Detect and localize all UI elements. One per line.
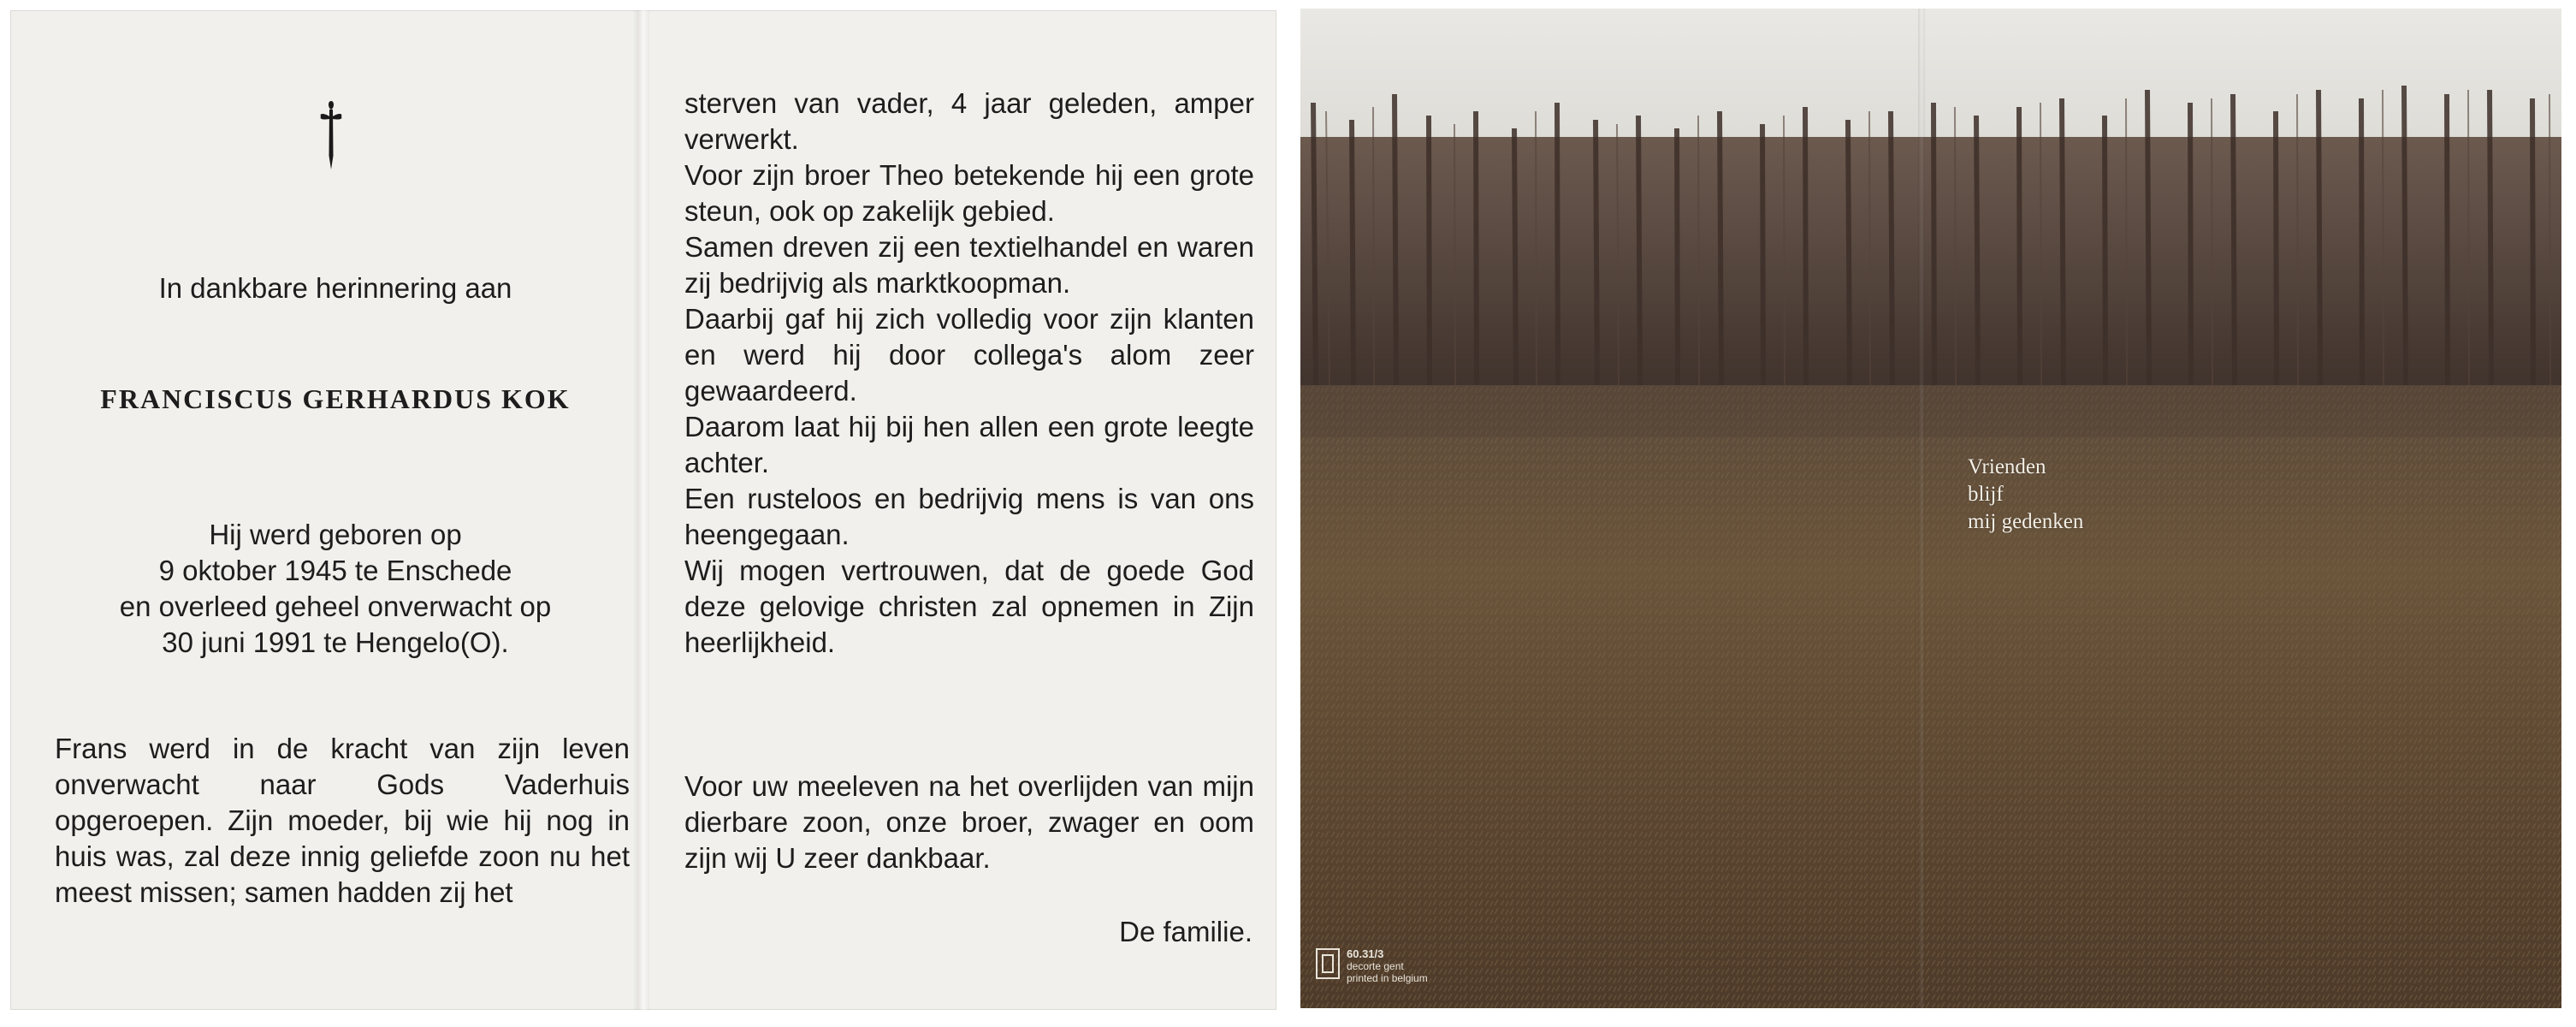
- publisher-name: decorte gent: [1347, 960, 1404, 972]
- product-code: 60.31/3: [1347, 947, 1384, 960]
- caption-line: mij gedenken: [1968, 510, 2084, 533]
- imprint-text: [1347, 948, 1428, 984]
- paragraph: sterven van vader, 4 jaar geleden, amper verwerkt.: [684, 87, 1254, 155]
- printed-in: printed in belgium: [1347, 972, 1428, 984]
- photo-fold: [1918, 9, 1925, 1008]
- publisher-logo-icon: [1316, 948, 1340, 979]
- landscape-illustration: [1300, 9, 2561, 1008]
- thanks-paragraph: Voor uw meeleven na het overlijden van mijn dierbare zoon, onze broer, zwager en oom zijn wij U zeer dankbaar.: [684, 770, 1254, 874]
- deceased-name: FRANCISCUS GERHARDUS KOK: [100, 383, 571, 414]
- photo-caption: [1968, 454, 2083, 536]
- paragraph: Voor zijn broer Theo betekende hij een grote steun, ook op zakelijk gebied.: [684, 159, 1254, 227]
- printer-imprint: [1316, 948, 1428, 984]
- cross-icon: [314, 96, 348, 173]
- biography-paragraph: Frans werd in de kracht van zijn leven onverwacht naar Gods Vaderhuis opgeroepen. Zijn moeder, bij wie hij nog in huis was, zal deze innig geliefde zoon nu het meest missen; samen hadden zij het: [55, 733, 630, 908]
- signature: De familie.: [1119, 916, 1252, 947]
- paragraph: Een rusteloos en bedrijvig mens is van ons heengegaan.: [684, 483, 1254, 550]
- paragraph: Daarom laat hij bij hen allen een grote leegte achter.: [684, 411, 1254, 478]
- intro-text: In dankbare herinnering aan: [158, 272, 512, 304]
- caption-line: blijf: [1968, 483, 2004, 506]
- birth-line: Hij werd geboren op: [209, 519, 462, 550]
- birth-line: 9 oktober 1945 te Enschede: [158, 555, 512, 586]
- paragraph: Daarbij gaf hij zich volledig voor zijn klanten en werd hij door collega's alom zeer gewaardeerd.: [684, 303, 1254, 407]
- memorial-card-text: [10, 10, 1276, 1010]
- landscape-photo: [1300, 9, 2561, 1008]
- birth-line: en overleed geheel onverwacht op: [119, 591, 552, 622]
- left-panel: [10, 10, 643, 1010]
- middle-panel: [660, 10, 1276, 1010]
- biography-continued: [684, 86, 1254, 661]
- paragraph: Samen dreven zij een textielhandel en waren zij bedrijvig als marktkoopman.: [684, 231, 1254, 299]
- caption-line: Vrienden: [1968, 455, 2046, 478]
- birth-line: 30 juni 1991 te Hengelo(O).: [162, 626, 509, 658]
- birth-death-block: [10, 517, 660, 661]
- paragraph: Wij mogen vertrouwen, dat de goede God deze gelovige christen zal opnemen in Zijn heerlijkheid.: [684, 555, 1254, 658]
